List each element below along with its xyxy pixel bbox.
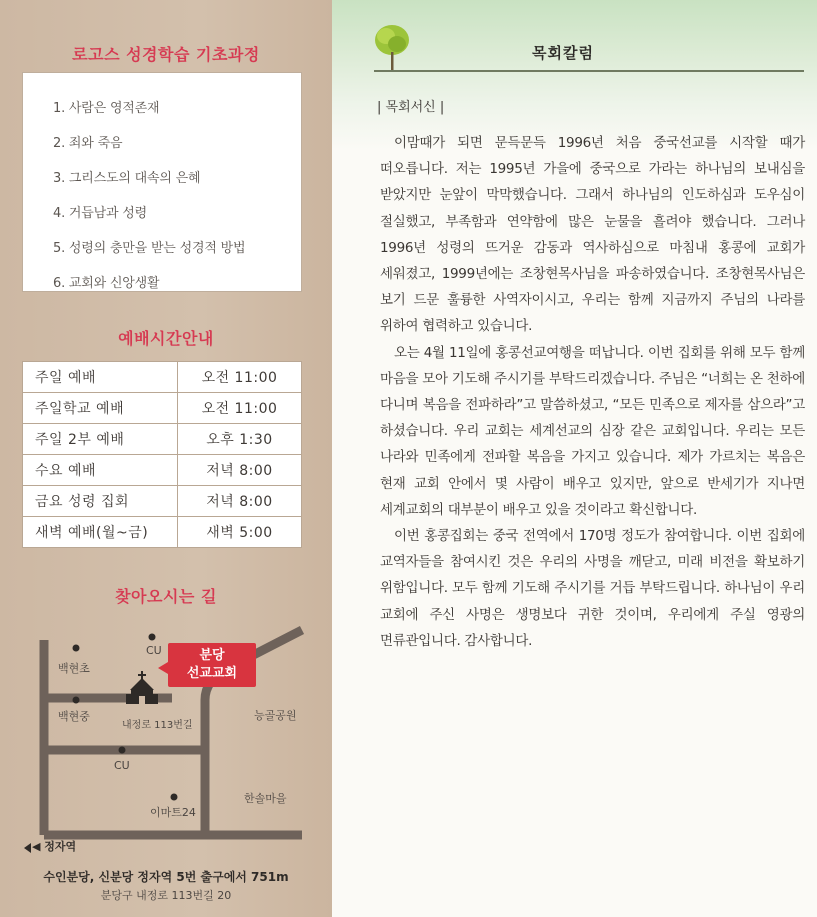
map-label-park: 능골공원 [254, 709, 297, 722]
column-title: 목회칼럼 [532, 44, 594, 62]
map-dot [149, 634, 156, 641]
curriculum-item: 2. 죄와 죽음 [53, 136, 123, 151]
service-name: 새벽 예배(월~금) [23, 517, 178, 548]
map-dot [73, 697, 80, 704]
map-dot [119, 747, 126, 754]
service-time: 새벽 5:00 [178, 517, 302, 548]
service-name: 주일 2부 예배 [23, 424, 178, 455]
service-time: 오전 11:00 [178, 362, 302, 393]
map-label-elementary: 백현초 [58, 662, 90, 675]
curriculum-item: 4. 거듭남과 성령 [53, 206, 148, 221]
column-body [380, 130, 805, 654]
curriculum-item: 1. 사람은 영적존재 [53, 101, 160, 116]
service-name: 주일 예배 [23, 362, 178, 393]
map-label-middle: 백현중 [58, 710, 90, 723]
church-icon [126, 671, 158, 704]
service-time: 오전 11:00 [178, 393, 302, 424]
column-paragraph: 이맘때가 되면 문득문득 1996년 처음 중국선교를 시작할 때가 떠오릅니다. 저는 1995년 가을에 중국으로 가라는 하나님의 보내심을 받았지만 눈앞이 막막했습니다. 그래서 하나님의 인도하심과 도우심이 절실했고, 부족함과 연약함에 많은 눈물을 흘려야 했습니다. 그러나 1996년 성령의 뜨거운 감동과 역사하심으로 마침내 홍콩에 교회가 세워졌고, 1999년에는 조창현목사님을 파송하였습니다. 조창현목사님은 보기 드문 훌륭한 사역자이시고, 우리는 함께 지금까지 주님의 나라를 위하여 협력하고 있습니다. [380, 135, 805, 335]
column-subhead: | 목회서신 | [377, 100, 445, 115]
address-line: 수인분당, 신분당 정자역 5번 출구에서 751m [43, 870, 289, 884]
map-label-cu: CU [114, 759, 130, 772]
curriculum-item: 3. 그리스도의 대속의 은혜 [53, 171, 201, 186]
service-time: 오후 1:30 [178, 424, 302, 455]
badge-pointer [158, 662, 168, 674]
curriculum-item: 6. 교회와 신앙생활 [53, 276, 160, 291]
info-panel [0, 0, 332, 917]
badge-line: 분당 [199, 648, 225, 663]
column-panel [332, 0, 817, 917]
station-label: ◀ 정자역 [32, 840, 77, 853]
service-name: 주일학교 예배 [23, 393, 178, 424]
map-label-emart: 이마트24 [150, 806, 196, 819]
directions-map [0, 0, 332, 917]
title-divider [374, 70, 804, 72]
curriculum-item: 5. 성령의 충만을 받는 성경적 방법 [53, 241, 246, 256]
service-time: 저녁 8:00 [178, 486, 302, 517]
map-label-village: 한솔마을 [244, 792, 287, 805]
curriculum-title: 로고스 성경학습 기초과정 [72, 45, 260, 64]
address-line: 분당구 내정로 113번길 20 [100, 889, 232, 902]
map-label-street: 내정로 113번길 [122, 720, 193, 731]
tree-icon [372, 22, 412, 70]
station-arrow-icon [24, 843, 31, 853]
service-name: 수요 예배 [23, 455, 178, 486]
column-paragraph: 이번 홍콩집회는 중국 전역에서 170명 정도가 참여합니다. 이번 집회에 교역자들을 참여시킨 것은 우리의 사명을 깨닫고, 미래 비전을 확보하기 위함입니다. 모두 함께 기도해 주시기를 거듭 부탁드립니다. 하나님이 우리 교회에 주신 사명은 생명보다 귀한 것이며, 우리에게 주실 영광의 면류관입니다. 감사합니다. [380, 528, 805, 649]
map-dot [171, 794, 178, 801]
column-paragraph: 오는 4월 11일에 홍콩선교여행을 떠납니다. 이번 집회를 위해 모두 함께 마음을 모아 기도해 주시기를 부탁드리겠습니다. 주님은 “너희는 온 천하에 다니며 복음을 전파하라”고 말씀하셨고, “모든 민족으로 제자를 삼으라”고 하셨습니다. 우리 교회는 세계선교의 심장 같은 교회입니다. 우리는 모든 나라와 민족에게 전파할 복음을 가지고 있습니다. 제가 가르치는 복음은 현재 교회 안에서 몇 사람이 배우고 있지만, 앞으로 반세기가 지나면 세계교회의 대부분이 배우고 있을 것이라고 확신합니다. [380, 344, 805, 518]
map-dot [73, 645, 80, 652]
directions-title: 찾아오시는 길 [115, 587, 217, 606]
map-label-cu: CU [146, 644, 162, 657]
service-name: 금요 성령 집회 [23, 486, 178, 517]
service-time: 저녁 8:00 [178, 455, 302, 486]
church-badge [168, 643, 256, 687]
badge-line: 선교교회 [186, 666, 238, 681]
schedule-title: 예배시간안내 [118, 329, 214, 348]
